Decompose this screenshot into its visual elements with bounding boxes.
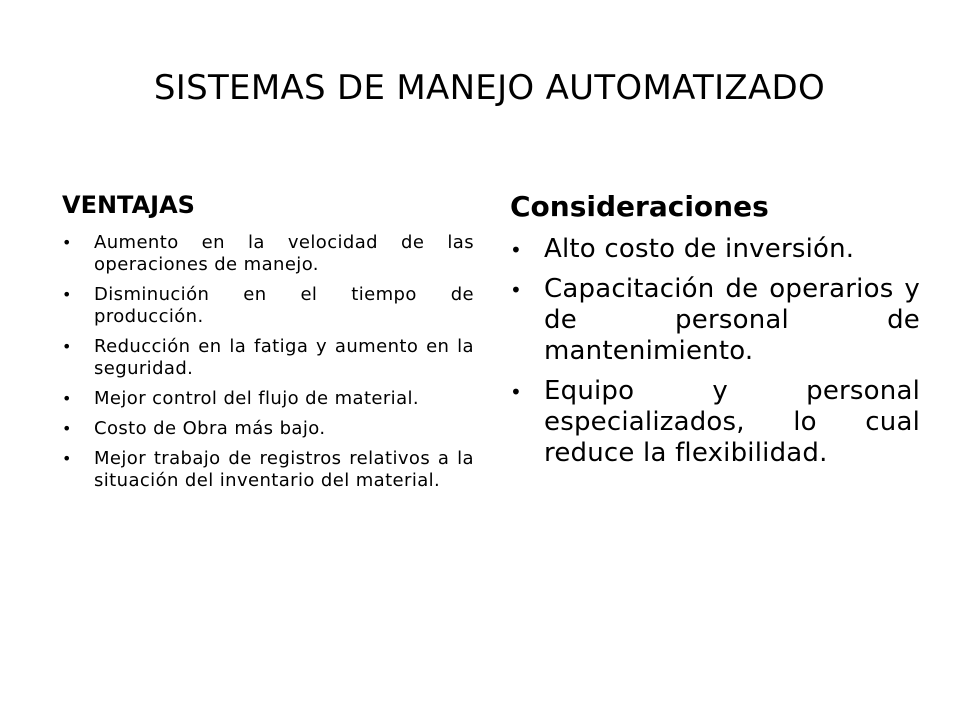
list-item-text: Mejor control del flujo de material.: [94, 388, 420, 409]
list-item-text: Disminución en el tiempo de producción.: [94, 284, 474, 327]
list-item-text: Mejor trabajo de registros relativos a la situación del inventario del material.: [94, 448, 474, 491]
bullet-icon: •: [62, 285, 72, 304]
advantages-column: [62, 190, 474, 500]
bullet-icon: •: [62, 233, 72, 252]
list-item: [510, 234, 920, 265]
bullet-icon: •: [62, 419, 72, 438]
bullet-icon: •: [510, 238, 522, 262]
considerations-list: [510, 234, 920, 469]
bullet-icon: •: [62, 337, 72, 356]
list-item: [510, 376, 920, 469]
slide-title: SISTEMAS DE MANEJO AUTOMATIZADO: [153, 68, 826, 108]
list-item: [62, 232, 474, 276]
list-item: [62, 418, 474, 440]
advantages-list: [62, 232, 474, 492]
list-item-text: Equipo y personal especializados, lo cual reduce la flexibilidad.: [544, 376, 920, 468]
list-item-text: Aumento en la velocidad de las operaciones de manejo.: [94, 232, 474, 275]
considerations-heading: Consideraciones: [510, 190, 769, 223]
list-item: [62, 336, 474, 380]
list-item: [62, 284, 474, 328]
bullet-icon: •: [510, 278, 522, 302]
considerations-column: [510, 190, 920, 478]
advantages-heading: VENTAJAS: [62, 191, 195, 219]
list-item-text: Reducción en la fatiga y aumento en la seguridad.: [94, 336, 474, 379]
list-item-text: Alto costo de inversión.: [544, 234, 855, 264]
list-item: [510, 274, 920, 367]
list-item-text: Capacitación de operarios y de personal de mantenimiento.: [544, 274, 920, 366]
bullet-icon: •: [62, 449, 72, 468]
bullet-icon: •: [510, 380, 522, 404]
bullet-icon: •: [62, 389, 72, 408]
list-item: [62, 448, 474, 492]
list-item-text: Costo de Obra más bajo.: [94, 418, 326, 439]
list-item: [62, 388, 474, 410]
